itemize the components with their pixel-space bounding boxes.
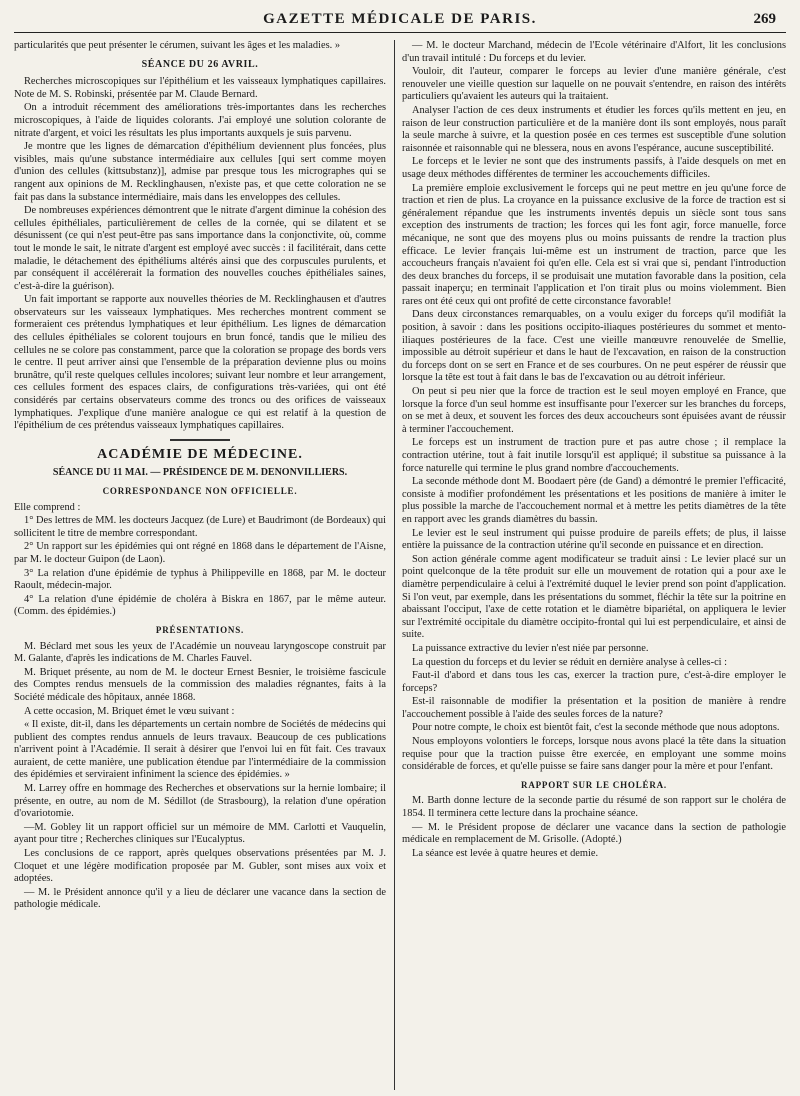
rapport-heading: RAPPORT SUR LE CHOLÉRA. (521, 779, 667, 790)
paragraph: La question du forceps et du levier se réduit en dernière analyse à celles-ci : (412, 656, 728, 668)
paragraph: Son action générale comme agent modificateur se traduit ainsi : Le levier placé sur un point quelconque de la tête produit sur elle un mouvement de rotation qui a pour axe le diamètre perpendiculaire à celui à l'extrémité duquel le levier prend son point d'application. Si l'on veut, par exemple, dans les présentations du sommet, fléchir la tête sur la poitrine en abaissant l'occiput, l'axe de cette rotation et le diamètre bipariétal, on appliquera le levier sur l'extrémité occipitale du diamètre occipito-frontal qui lui est perpendiculaire, et ainsi de suite. (402, 553, 786, 641)
paragraph: Est-il raisonnable de modifier la présentation et la position de manière à rendre l'accouchement possible à l'aide des seules forces de la nature? (402, 696, 786, 720)
paragraph: On peut si peu nier que la force de traction est le seul moyen employé en France, que lorsque la force d'un seul homme est insuffisante pour l'exercer sur les branches du forceps, on se met à deux, et souvent les forces des deux accoucheurs sont épuisées avant de réussir à terminer l'accouchement. (402, 386, 786, 435)
paragraph: Les conclusions de ce rapport, après quelques observations présentées par M. J. Cloquet et une légère modification proposée par M. Gubler, sont mises aux voix et adoptées. (14, 848, 386, 885)
paragraph: La première emploie exclusivement le forceps qui ne peut mettre en jeu qu'une force de traction et rien de plus. La croyance en la puissance exclusive de la force de traction est si généralement répandue que les instruments inventés depuis un siècle sont tous sans exception des instruments de traction; les forces qui les font agir, force manuelle, force mécanique, ne sont que des moyens plus ou moins puissants de rendre la traction plus efficace. Le levier français lui-même est un instrument de traction, parce que les accoucheurs français n'avaient foi qu'en elle. Cela est si vrai que si, pendant l'introduction des deux branches du forceps, il se produisait une mutation favorable dans la position, cela passait inaperçu; en terminait l'application et l'on tirait plus ou moins violemment. Bien rares ont été ceux qui ont profité de cette circonstance favorable! (402, 182, 786, 307)
right-column (402, 40, 786, 1092)
paragraph: Pour notre compte, le choix est bientôt fait, c'est la seconde méthode que nous adoptons. (412, 722, 780, 734)
journal-title: GAZETTE MÉDICALE DE PARIS. (263, 10, 537, 27)
paragraph: Le forceps est un instrument de traction pure et pas autre chose ; il remplace la contraction utérine, tout à fait inutile lorsqu'il est appliqué; il substitue sa puissance à la force naturelle qui termine le plus grand nombre d'accouchements. (402, 437, 786, 474)
paragraph: Le levier est le seul instrument qui puisse produire de pareils effets; de plus, il laisse entière la puissance de la contraction utérine qu'il seconde en puissance et en direction. (402, 527, 786, 552)
paragraph: La séance est levée à quatre heures et demie. (412, 847, 599, 859)
paragraph: — M. le Président propose de déclarer une vacance dans la section de pathologie médicale en remplacement de M. Grisolle. (Adopté.) (402, 821, 786, 846)
list-item: 4° La relation d'une épidémie de choléra à Biskra en 1867, par le même auteur. (Comm. des épidémies.) (14, 593, 386, 618)
paragraph: La puissance extractive du levier n'est niée par personne. (412, 642, 649, 654)
seance-subheading: SÉANCE DU 11 MAI. — PRÉSIDENCE DE M. DENONVILLIERS. (52, 467, 348, 479)
paragraph: De nombreuses expériences démontrent que le nitrate d'argent diminue la cohésion des cellules épithéliales, particulièrement de celles de la cornée, qui se dilatent et se désunissent (ce qui n'est peut-être pas sans importance dans la conjonctivite, où, comme tout le monde le sait, le nitrate d'argent est employé avec succès : il facilitérait, dans cette maladie, le détachement des épithéliums altérés ainsi que des corpuscules purulents, et par conséquent il accélérerait la formation des nouvelles couches épithéliales saines, c'est-à-dire la guérison). (14, 205, 386, 292)
paragraph: « Il existe, dit-il, dans les départements un certain nombre de Sociétés de médecins qui publient des comptes rendus annuels de leurs travaux. Beaucoup de ces publications n'arrivent point à l'Académie. Il serait à désirer que l'envoi lui en fût fait. Ces travaux auraient, de cette manière, une publication étendue par l'intermédiaire de la commission des épidémies et serviraient infiniment la science des épidémies. » (14, 719, 386, 781)
paragraph: — M. le docteur Marchand, médecin de l'Ecole vétérinaire d'Alfort, lit les conclusions d'un travail intitulé : Du forceps et du levier. (402, 40, 786, 64)
section-divider (170, 439, 230, 441)
paragraph: M. Briquet présente, au nom de M. le docteur Ernest Besnier, le troisième fascicule des Comptes rendus mensuels de la commission des maladies régnantes, faits à la Société médicale des hôpitaux, année 1868. (14, 666, 386, 703)
column-divider (394, 40, 395, 1090)
paragraph: —M. Gobley lit un rapport officiel sur un mémoire de MM. Carlotti et Vauquelin, ayant pour titre ; Recherches cliniques sur l'Eucalyptus. (14, 821, 386, 846)
paragraph: On a introduit récemment des améliorations très-importantes dans les recherches microscopiques, à l'aide de liquides colorants. J'ai employé une solution colorante de nitrate d'argent, et voici les résultats les plus importants auxquels je suis parvenu. (14, 102, 386, 139)
paragraph: Dans deux circonstances remarquables, on a voulu exiger du forceps qu'il modifiât la position, à savoir : dans les positions occipito-iliaques postérieures du sommet et mento-iliaques postérieures de la face. C'est une vieille manœuvre renouvelée de Smellie, impossible au détroit supérieur et dans le haut de l'excavation, en raison de la construction du forceps dont on se sert en France et de ses courbures. On ne peut espérer de réussir que lorsque la tête est tout à fait dans le bas de l'excavation ou au détroit inférieur. (402, 309, 786, 384)
left-column (14, 40, 386, 1092)
paragraph: M. Larrey offre en hommage des Recherches et observations sur la hernie lombaire; il présente, en outre, au nom de M. Sédillot (de Strasbourg), la relation d'une opération d'ovariotomie. (14, 783, 386, 820)
paragraph: Je montre que les lignes de démarcation d'épithélium deviennent plus foncées, plus visibles, mais qu'une substance intermédiaire aux cellules [qui sert comme moyen d'union des cellules (kittsubstanz)], admise par presque tous les micrographes qui se rangent aux opinions de M. Recklinghausen, n'existe pas, et que cette coloration ne se fait pas dans la substance intermédiaire, mais dans les enveloppes des cellules. (14, 141, 386, 203)
list-item: 1° Des lettres de MM. les docteurs Jacquez (de Lure) et Baudrimont (de Bordeaux) qui sollicitent le titre de membre correspondant. (14, 515, 386, 539)
page-number: 269 (753, 10, 776, 27)
paragraph: Vouloir, dit l'auteur, comparer le forceps au levier d'une manière générale, c'est renouveler une vieille question sur laquelle on ne pouvait s'entendre, en raison des intérêts particuliers qu'avaient les auteurs qui la traitaient. (402, 66, 786, 103)
paragraph: La seconde méthode dont M. Boodaert père (de Gand) a démontré le premier l'efficacité, consiste à modifier profondément les présentations et les positions de manière à imiter le plus possible la marche de l'accouchement normal et à mettre les petits diamètres de la tête en rapport avec les grands diamètres du bassin. (402, 476, 786, 525)
academie-heading: ACADÉMIE DE MÉDECINE. (97, 446, 303, 462)
seance-heading: SÉANCE DU 26 AVRIL. (141, 58, 259, 70)
note-heading: Recherches microscopiques sur l'épithélium et les vaisseaux lymphatiques capillaires. Note de M. S. Robinski, présentée par M. Claude Bernard. (14, 76, 386, 100)
paragraph: Faut-il d'abord et dans tous les cas, exercer la traction pure, c'est-à-dire employer le forceps? (402, 670, 786, 694)
paragraph: A cette occasion, M. Briquet émet le vœu suivant : (24, 705, 235, 717)
list-item: 3° La relation d'une épidémie de typhus à Philippeville en 1868, par M. le docteur Raoult, médecin-major. (14, 567, 386, 592)
paragraph: Le forceps et le levier ne sont que des instruments passifs, à l'aide desquels on met en usage deux méthodes différentes de terminer les accouchements difficiles. (402, 156, 786, 180)
paragraph: Un fait important se rapporte aux nouvelles théories de M. Recklinghausen et d'autres observateurs sur les vaisseaux lymphatiques. Mes recherches montrent comment se formeraient ces prétendus lymphatiques et leur épithélium. Les lignes de démarcation des cellules épithéliales se colorent toujours en brun foncé, tandis que le milieu des cellules ne se colore pas constamment, parce que la coloration se propage des bords vers le centre. Il peut arriver ainsi que l'ensemble de la préparation devienne plus ou moins brunâtre, qu'il reste quelques cellules incolores; suivant leur nombre et leur arrangement, ces cellules forment des espaces clairs, de configurations très-variées, qui ont été considérés par certains observateurs comme des troncs ou des orifices de vaisseaux lymphatiques. J'explique d'une manière analogue ce qui est relatif à la question de l'épithélium de ces prétendus vaisseaux lymphatiques capillaires. (14, 294, 386, 432)
paragraph: Elle comprend : (14, 501, 81, 513)
correspondance-heading: CORRESPONDANCE NON OFFICIELLE. (102, 486, 298, 496)
page-header (14, 6, 786, 33)
paragraph: Nous employons volontiers le forceps, lorsque nous avons placé la tête dans la situation requise pour que la traction puisse être exercée, en employant une somme moins considérable de forces, et qu'elle puisse se faire sans danger pour la mère et pour l'enfant. (402, 736, 786, 773)
paragraph: M. Béclard met sous les yeux de l'Académie un nouveau laryngoscope construit par M. Galante, d'après les indications de M. Charles Fauvel. (14, 640, 386, 665)
paragraph: M. Barth donne lecture de la seconde partie du résumé de son rapport sur le choléra de 1854. Il terminera cette lecture dans la prochaine séance. (402, 795, 786, 820)
intro-paragraph: particularités que peut présenter le cérumen, suivant les âges et les maladies. » (14, 40, 341, 51)
presentations-heading: PRÉSENTATIONS. (155, 624, 245, 635)
paragraph: — M. le Président annonce qu'il y a lieu de déclarer une vacance dans la section de pathologie médicale. (14, 886, 386, 911)
paragraph: Analyser l'action de ces deux instruments et étudier les forces qu'ils mettent en jeu, en raison de leur construction particulière et de la manière dont ils sont employés, nous paraît la seule marche à suivre, et la question posée en ces termes est susceptible d'une solution raisonnée et raisonnable qui ne blessera, nous en avons l'espérance, aucune susceptibilité. (402, 104, 786, 154)
list-item: 2° Un rapport sur les épidémies qui ont régné en 1868 dans le département de l'Aisne, par M. le docteur Guipon (de Laon). (14, 541, 386, 565)
